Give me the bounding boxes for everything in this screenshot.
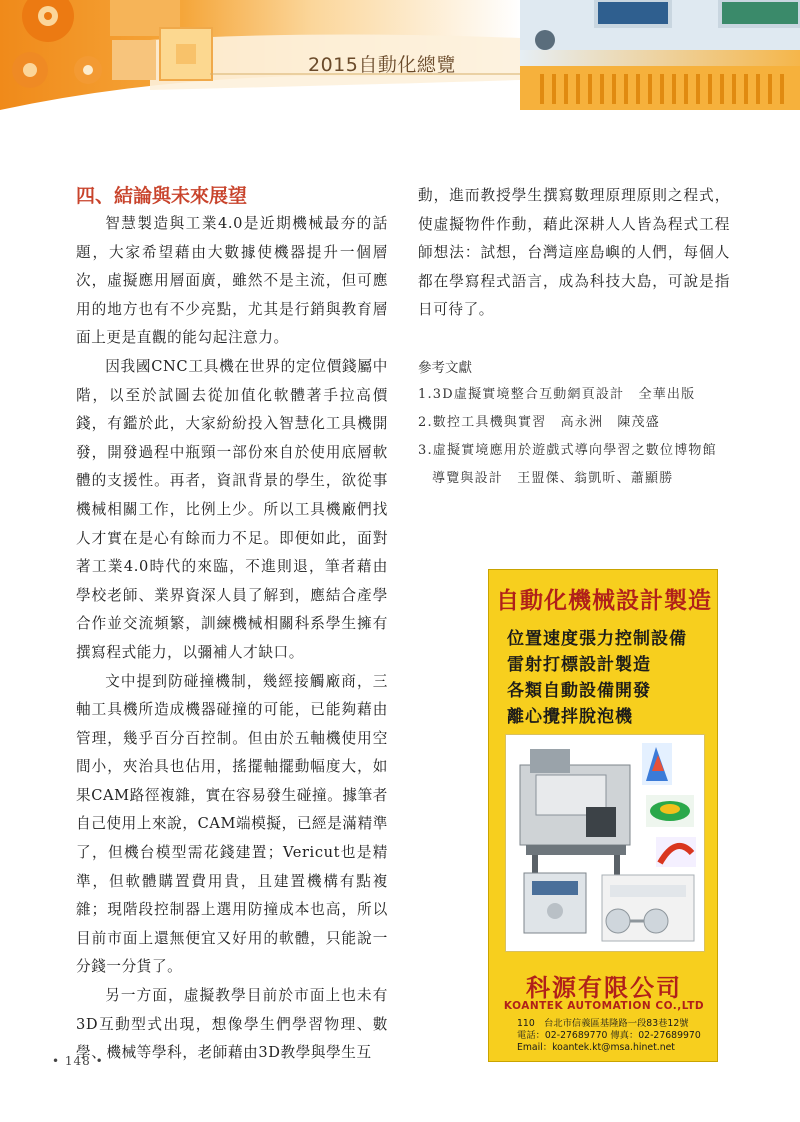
section-heading: 四、結論與未來展望 <box>76 185 248 207</box>
advertisement <box>488 569 718 1062</box>
machine-illustration <box>506 735 704 951</box>
reference-item-continuation: 導覽與設計 王盟傑、翁凱昕、蕭顯勝 <box>432 470 674 486</box>
header-title: 2015自動化總覽 <box>308 54 456 76</box>
ad-title: 自動化機械設計製造 <box>496 588 712 614</box>
ad-service-item: 雷射打標設計製造 <box>507 655 651 675</box>
ad-phone: 電話：02-27689770 傳真：02-27689970 <box>517 1030 701 1041</box>
reference-item: 1.3D虛擬實境整合互動網頁設計 全華出版 <box>418 386 696 402</box>
paragraph-continuation: 動，進而教授學生撰寫數理原理原則之程式，使虛擬物件作動，藉此深耕人人皆為程式工程師想法：試想，台灣這座島嶼的人們，每個人都在學寫程式語言，成為科技大島，可說是指日可待了。 <box>418 187 730 319</box>
left-column <box>76 182 388 1068</box>
ad-machine-photo <box>505 734 705 952</box>
paragraph: 智慧製造與工業4.0是近期機械最夯的話題，大家希望藉由大數據使機器提升一個層次，虛擬應用層面廣，雖然不是主流，但可應用的地方也有不少亮點，尤其是行銷與教育層面上更是直觀的能勾起注意力。 <box>76 215 388 347</box>
right-column <box>418 182 730 493</box>
ad-email: Email：koantek.kt@msa.hinet.net <box>517 1042 675 1053</box>
ad-contact <box>517 1018 701 1054</box>
reference-item: 3.虛擬實境應用於遊戲式導向學習之數位博物館 <box>418 442 717 458</box>
ad-address: 110 台北市信義區基隆路一段83巷12號 <box>517 1018 689 1029</box>
reference-item: 2.數控工具機與實習 高永洲 陳茂盛 <box>418 414 661 430</box>
page-number: • 148 • <box>52 1054 104 1068</box>
ad-services <box>507 626 687 730</box>
header-banner <box>0 0 800 110</box>
paragraph: 文中提到防碰撞機制，幾經接觸廠商，三軸工具機所造成機器碰撞的可能，已能夠藉由管理，幾乎百分百控制。但由於五軸機使用空間小，夾治具也佔用，搖擺軸擺動幅度大，如果CAM路徑複雜，實在容易發生碰撞。據筆者自己使用上來說，CAM端模擬，已經是滿精準了，但機台模型需花錢建置；Vericut也是精準，但軟體購置費用貴，且建置機構有點複雜；現階段控制器上選用防撞成本也高，所以目前市面上還無便宜又好用的軟體，只能說一分錢一分貨了。 <box>76 672 388 976</box>
ad-service-item: 各類自動設備開發 <box>507 681 651 701</box>
ad-company-name-en: KOANTEK AUTOMATION CO.,LTD <box>503 1000 705 1012</box>
references-title: 參考文獻 <box>418 359 472 376</box>
ad-company-name: 科源有限公司 <box>526 974 682 1002</box>
paragraph: 因我國CNC工具機在世界的定位價錢屬中階，以至於試圖去從加值化軟體著手拉高價錢，有鑑於此，大家紛紛投入智慧化工具機開發，開發過程中瓶頸一部份來自於使用底層軟體的支援性。再者，資訊背景的學生，欲從事機械相關工作，比例上少。所以工具機廠們找人才實在是心有餘而力不足。即便如此，面對著工業4.0時代的來臨，不進則退，筆者藉由學校老師、業界資深人員了解到，應結合產學合作並交流頻繁，訓練機械相關科系學生擁有撰寫程式能力，以彌補人才缺口。 <box>76 357 388 661</box>
ad-service-item: 離心攪拌脫泡機 <box>507 707 633 727</box>
paragraph: 另一方面，虛擬教學目前於市面上也未有3D互動型式出現，想像學生們學習物理、數學、機械等學科，老師藉由3D教學與學生互 <box>76 987 388 1062</box>
ad-service-item: 位置速度張力控制設備 <box>507 629 687 649</box>
